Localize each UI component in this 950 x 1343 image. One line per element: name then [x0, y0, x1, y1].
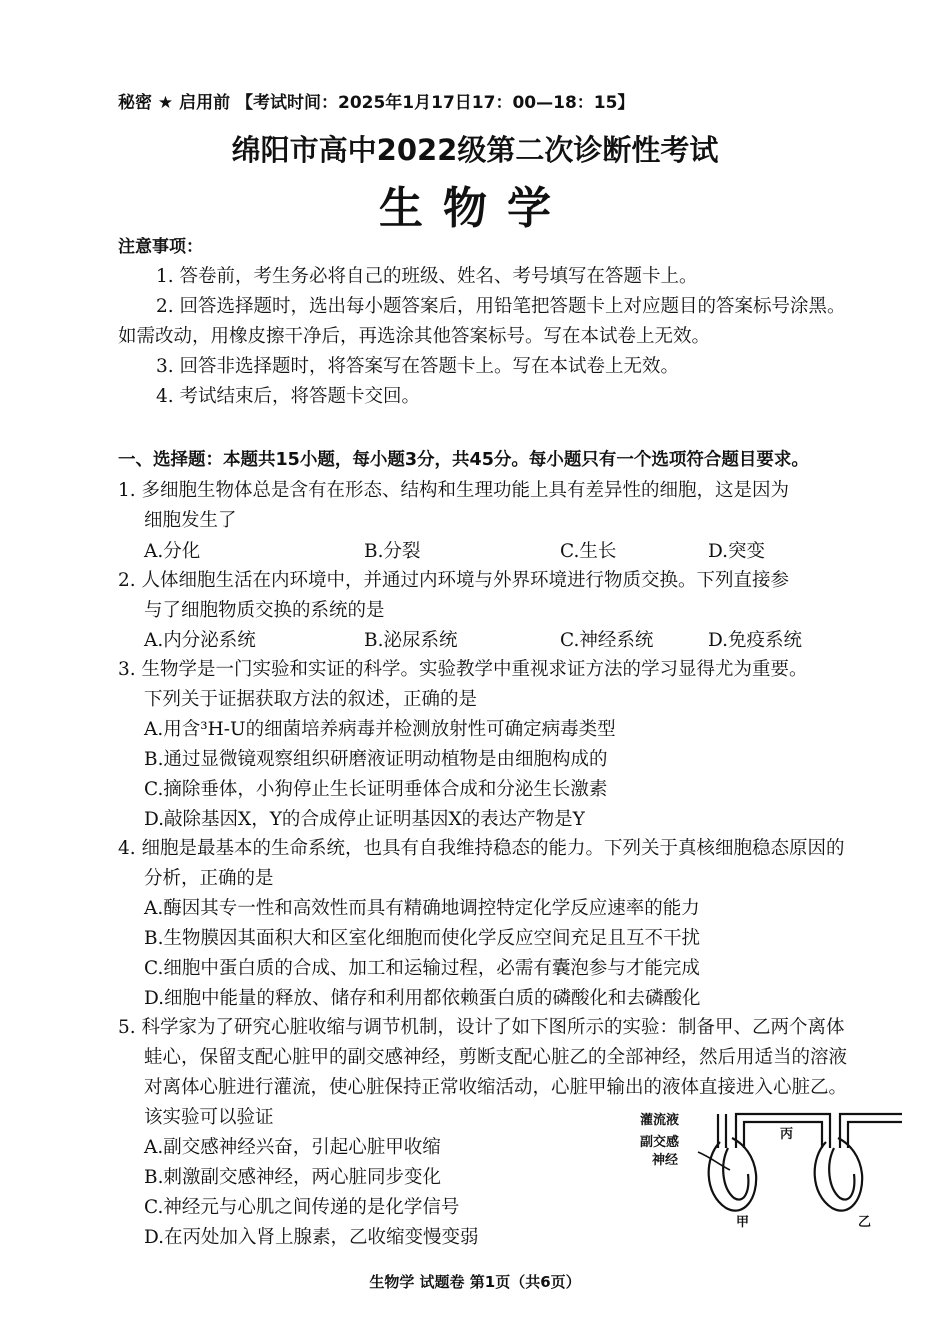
label-nerve-1: 副交感 — [640, 1135, 680, 1150]
question-4-option-d: D.细胞中能量的释放、储存和利用都依赖蛋白质的磷酸化和去磷酸化 — [144, 988, 701, 1009]
question-2-stem-line: 与了细胞物质交换的系统的是 — [144, 600, 385, 621]
section-title: 一、选择题：本题共15小题，每小题3分，共45分。每小题只有一个选项符合题目要求。 — [118, 450, 809, 470]
question-4-option-b: B.生物膜因其面积大和区室化细胞而使化学反应空间充足且互不干扰 — [144, 928, 700, 949]
question-3-stem-line: 3. 生物学是一门实验和实证的科学。实验教学中重视求证方法的学习显得尤为重要。 — [118, 659, 808, 680]
question-4-option-a: A.酶因其专一性和高效性而具有精确地调控特定化学反应速率的能力 — [144, 898, 700, 919]
note-item: 3. 回答非选择题时，将答案写在答题卡上。写在本试卷上无效。 — [156, 356, 680, 377]
question-5-option-c: C.神经元与心肌之间传递的是化学信号 — [144, 1197, 460, 1218]
question-2-option-b: B.泌尿系统 — [364, 630, 458, 651]
question-1-stem-line: 细胞发生了 — [144, 510, 237, 531]
label-bing: 丙 — [780, 1127, 794, 1142]
note-item: 2. 回答选择题时，选出每小题答案后，用铅笔把答题卡上对应题目的答案标号涂黑。 — [156, 296, 846, 317]
label-jia: 甲 — [736, 1215, 750, 1228]
outflow-tube — [840, 1114, 902, 1148]
question-4-stem-line: 4. 细胞是最基本的生命系统，也具有自我维持稳态的能力。下列关于真核细胞稳态原因的 — [118, 838, 845, 859]
question-5-option-d: D.在丙处加入肾上腺素，乙收缩变慢变弱 — [144, 1227, 479, 1248]
question-2-option-a: A.内分泌系统 — [144, 630, 256, 651]
outflow-tube — [848, 1122, 902, 1148]
question-1-option-d: D.突变 — [708, 541, 766, 562]
question-4-option-c: C.细胞中蛋白质的合成、加工和运输过程，必需有囊泡参与才能完成 — [144, 958, 700, 979]
question-1-stem-line: 1. 多细胞生物体总是含有在形态、结构和生理功能上具有差异性的细胞，这是因为 — [118, 480, 790, 501]
question-5-stem-line: 蛙心，保留支配心脏甲的副交感神经，剪断支配心脏乙的全部神经，然后用适当的溶液 — [144, 1047, 848, 1068]
heart-jia-inner — [723, 1148, 748, 1200]
label-perfusate: 灌流液 — [640, 1113, 680, 1128]
secret-line: 秘密 ★ 启用前 【考试时间：2025年1月17日17：00—18：15】 — [118, 93, 635, 113]
heart-yi-inner — [829, 1148, 854, 1200]
question-5-stem-line: 该实验可以验证 — [144, 1107, 274, 1128]
question-2-option-c: C.神经系统 — [560, 630, 654, 651]
question-1-option-c: C.生长 — [560, 541, 617, 562]
question-3-stem-line: 下列关于证据获取方法的叙述，正确的是 — [144, 689, 478, 710]
label-yi: 乙 — [858, 1215, 872, 1228]
question-5-option-a: A.副交感神经兴奋，引起心脏甲收缩 — [144, 1137, 441, 1158]
question-5-option-b: B.刺激副交感神经，两心脏同步变化 — [144, 1167, 441, 1188]
question-1-option-a: A.分化 — [144, 541, 201, 562]
question-4-stem-line: 分析，正确的是 — [144, 868, 274, 889]
notes-title: 注意事项： — [118, 237, 203, 257]
note-item: 4. 考试结束后，将答题卡交回。 — [156, 386, 421, 407]
question-3-option-c: C.摘除垂体，小狗停止生长证明垂体合成和分泌生长激素 — [144, 779, 608, 800]
exam-title: 绵阳市高中2022级第二次诊断性考试 — [231, 133, 719, 167]
question-3-option-b: B.通过显微镜观察组织研磨液证明动植物是由细胞构成的 — [144, 749, 608, 770]
note-item: 如需改动，用橡皮擦干净后，再选涂其他答案标号。写在本试卷上无效。 — [118, 326, 711, 347]
question-5-stem-line: 对离体心脏进行灌流，使心脏保持正常收缩活动，心脏甲输出的液体直接进入心脏乙。 — [144, 1077, 848, 1098]
label-nerve-2: 神经 — [652, 1153, 679, 1168]
question-2-option-d: D.免疫系统 — [708, 630, 803, 651]
note-item: 1. 答卷前，考生务必将自己的班级、姓名、考号填写在答题卡上。 — [156, 266, 698, 287]
heart-perfusion-diagram — [640, 1108, 910, 1228]
question-5-stem-line: 5. 科学家为了研究心脏收缩与调节机制，设计了如下图所示的实验：制备甲、乙两个离体 — [118, 1017, 845, 1038]
question-2-stem-line: 2. 人体细胞生活在内环境中，并通过内环境与外界环境进行物质交换。下列直接参 — [118, 570, 790, 591]
page-footer: 生物学 试题卷 第1页（共6页） — [369, 1273, 581, 1291]
question-3-option-d: D.敲除基因X，Y的合成停止证明基因X的表达产物是Y — [144, 809, 585, 830]
subject-title: 生物学 — [379, 183, 571, 234]
question-1-option-b: B.分裂 — [364, 541, 421, 562]
question-3-option-a: A.用含³H-U的细菌培养病毒并检测放射性可确定病毒类型 — [144, 719, 616, 740]
